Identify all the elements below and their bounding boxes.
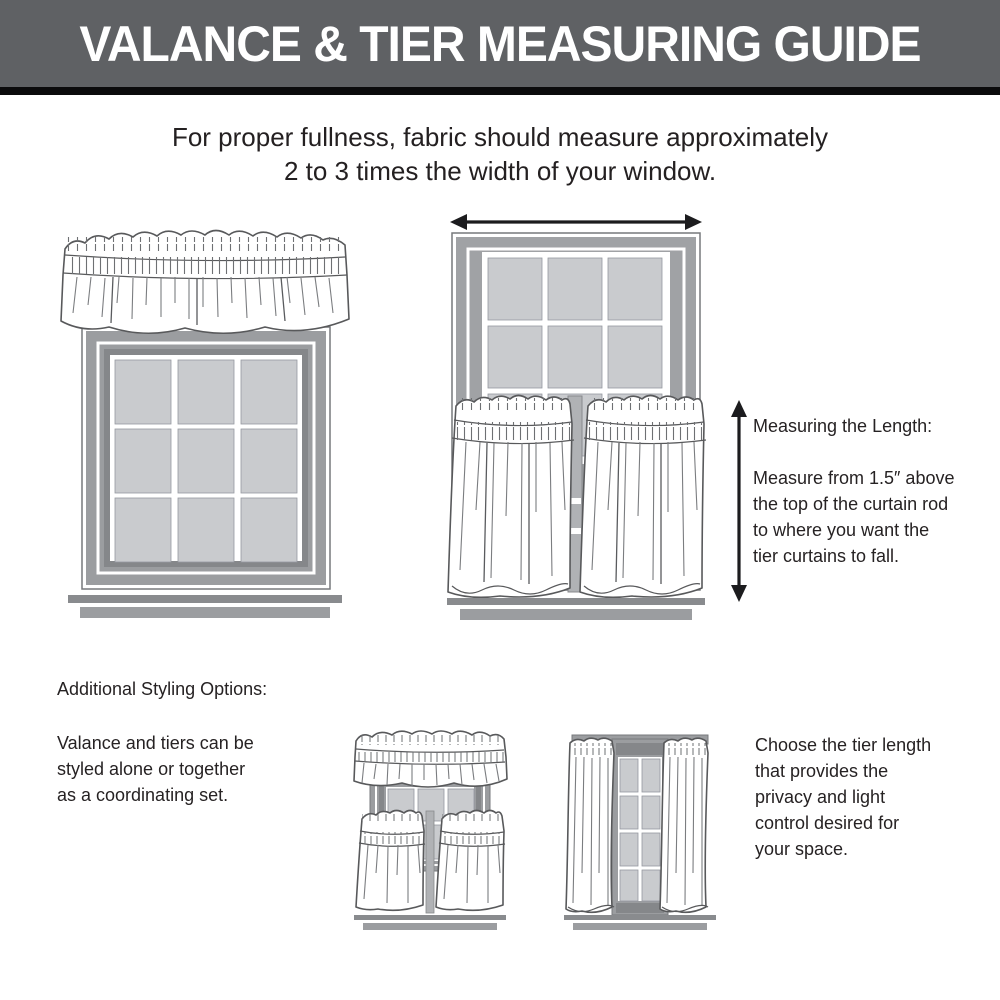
- styling-options-body: [57, 730, 337, 808]
- window-sill: [447, 598, 705, 620]
- curtain-panel-right: [660, 738, 708, 912]
- tier-length-line-3: privacy and light: [755, 787, 886, 807]
- window-sill: [564, 915, 716, 930]
- tier-length-line-4: control desired for: [755, 813, 900, 833]
- window-frame: [82, 327, 330, 589]
- measuring-length-heading: Measuring the Length:: [753, 416, 933, 436]
- tier-curtain-right: [436, 811, 505, 911]
- styling-options-line-2: styled alone or together: [57, 759, 246, 779]
- valance: [61, 231, 349, 334]
- valance-and-tiers-illustration: [350, 723, 510, 935]
- length-arrow: [731, 400, 747, 602]
- header-banner: [0, 0, 1000, 87]
- measuring-length-line-2: the top of the curtain rod: [753, 494, 949, 514]
- styling-options-heading: Additional Styling Options:: [57, 679, 268, 699]
- measuring-length-note: [753, 413, 988, 569]
- tier-length-line-5: your space.: [755, 839, 849, 859]
- valance-window-illustration: [55, 215, 350, 625]
- page-title: VALANCE & TIER MEASURING GUIDE: [79, 16, 921, 73]
- curtain-panel-left: [566, 738, 614, 912]
- styling-options-line-1: Valance and tiers can be: [57, 733, 254, 753]
- measuring-length-line-3: to where you want the: [753, 520, 930, 540]
- tier-window-illustration: [440, 210, 755, 625]
- intro-text: [0, 120, 1000, 188]
- window-panes: [115, 360, 297, 562]
- tier-length-line-2: that provides the: [755, 761, 889, 781]
- intro-line-1: For proper fullness, fabric should measure approximately: [171, 122, 829, 152]
- window-sill: [354, 915, 506, 930]
- tier-length-line-1: Choose the tier length: [755, 735, 932, 755]
- width-arrow: [450, 214, 702, 230]
- measuring-length-line-4: tier curtains to fall.: [753, 546, 900, 566]
- tier-curtain-left: [448, 396, 574, 598]
- measuring-length-line-1: Measure from 1.5″ above: [753, 468, 955, 488]
- tier-length-note: [755, 732, 975, 862]
- intro-line-2: 2 to 3 times the width of your window.: [283, 156, 717, 186]
- tier-curtain-left: [356, 811, 425, 911]
- window-frame: [612, 739, 668, 915]
- panel-curtains-illustration: [560, 723, 720, 935]
- header-divider: [0, 87, 1000, 95]
- valance: [354, 731, 507, 787]
- tier-curtain-right: [580, 396, 706, 598]
- styling-options-line-3: as a coordinating set.: [57, 785, 229, 805]
- window-sill: [68, 595, 342, 618]
- center-post: [426, 811, 434, 913]
